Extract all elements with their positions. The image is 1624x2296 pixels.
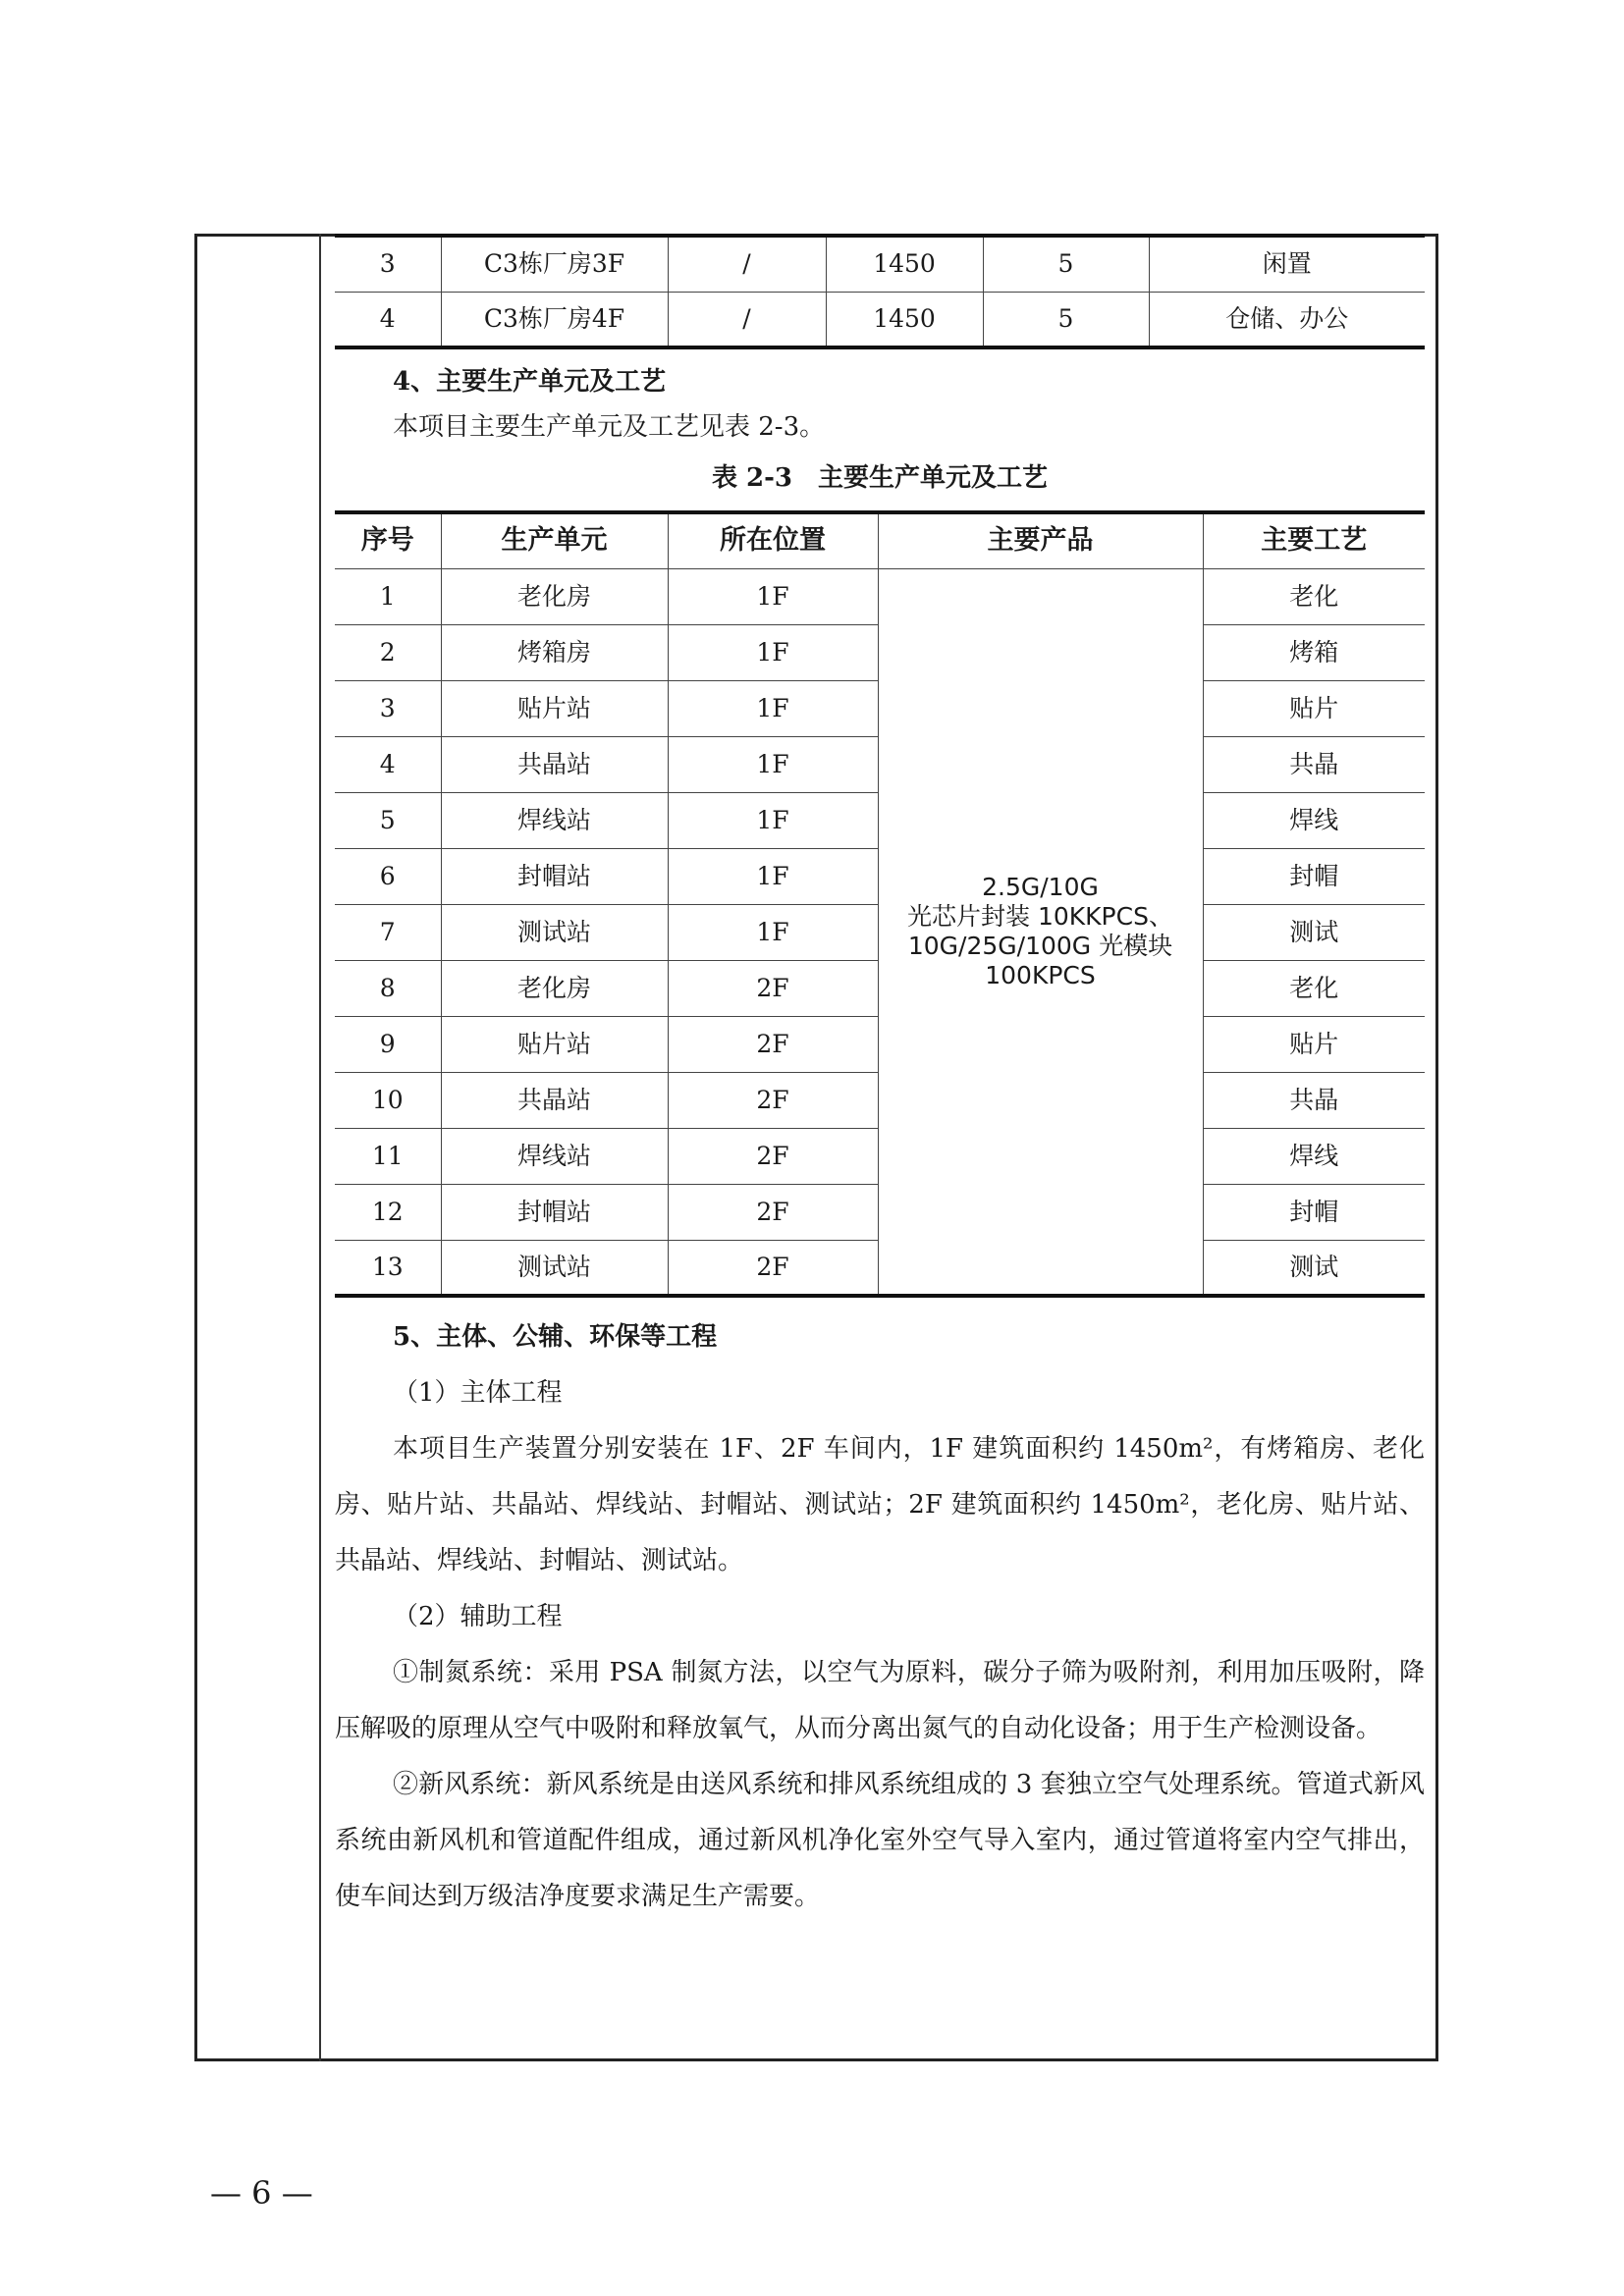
row-index: 2 [335,624,441,680]
main-process: 焊线 [1203,1128,1425,1184]
table-cell: C3栋厂房3F [441,236,668,292]
production-unit: 封帽站 [441,848,668,904]
table-cell: / [668,236,826,292]
top-table [335,234,1425,349]
main-process: 贴片 [1203,1016,1425,1072]
main-process: 共晶 [1203,1072,1425,1128]
main-process: 封帽 [1203,848,1425,904]
top-table-row [335,236,1425,292]
page-number: — 6 — [210,2174,313,2212]
unit-location: 1F [668,568,878,624]
production-unit: 共晶站 [441,736,668,792]
row-index: 11 [335,1128,441,1184]
main-process: 封帽 [1203,1184,1425,1240]
unit-location: 2F [668,960,878,1016]
table-cell: / [668,292,826,347]
row-index: 12 [335,1184,441,1240]
header-process: 主要工艺 [1203,512,1425,568]
main-process: 贴片 [1203,680,1425,736]
unit-location: 2F [668,1184,878,1240]
table-cell: 3 [335,236,441,292]
production-unit-table [335,510,1425,1298]
main-project-paragraph: 本项目生产装置分别安装在 1F、2F 车间内，1F 建筑面积约 1450m²，有烤箱房、老化房、贴片站、共晶站、焊线站、封帽站、测试站；2F 建筑面积约 1450m²，老化房、贴片站、共晶站、焊线站、封帽站、测试站。 [335,1434,1425,1575]
production-unit: 贴片站 [441,1016,668,1072]
header-unit: 生产单元 [441,512,668,568]
main-process: 老化 [1203,568,1425,624]
unit-location: 2F [668,1128,878,1184]
production-unit: 封帽站 [441,1184,668,1240]
nitrogen-system-paragraph: ①制氮系统：采用 PSA 制氮方法，以空气为原料，碳分子筛为吸附剂，利用加压吸附，降压解吸的原理从空气中吸附和释放氧气，从而分离出氮气的自动化设备；用于生产检测设备。 [335,1658,1425,1743]
production-unit: 共晶站 [441,1072,668,1128]
main-process: 共晶 [1203,736,1425,792]
production-unit: 老化房 [441,568,668,624]
unit-location: 2F [668,1240,878,1296]
row-index: 5 [335,792,441,848]
row-index: 4 [335,736,441,792]
table-cell: C3栋厂房4F [441,292,668,347]
table-cell: 4 [335,292,441,347]
row-index: 7 [335,904,441,960]
main-process: 焊线 [1203,792,1425,848]
table-cell: 5 [983,236,1149,292]
section-5-heading: 5、主体、公辅、环保等工程 [393,1322,718,1352]
unit-location: 1F [668,792,878,848]
table-cell: 5 [983,292,1149,347]
unit-location: 1F [668,624,878,680]
table-row [335,568,1425,624]
unit-location: 1F [668,848,878,904]
production-unit: 测试站 [441,1240,668,1296]
unit-location: 2F [668,1016,878,1072]
fresh-air-system-paragraph: ②新风系统：新风系统是由送风系统和排风系统组成的 3 套独立空气处理系统。管道式新风系统由新风机和管道配件组成，通过新风机净化室外空气导入室内，通过管道将室内空气排出，使车间达到万级洁净度要求满足生产需要。 [335,1770,1425,1911]
frame-divider [319,234,321,2061]
subsection-auxiliary-project: （2）辅助工程 [393,1602,563,1631]
production-unit: 焊线站 [441,792,668,848]
subsection-main-project: （1）主体工程 [393,1378,563,1408]
unit-location: 1F [668,680,878,736]
unit-location: 1F [668,736,878,792]
section-4-intro: 本项目主要生产单元及工艺见表 2-3。 [393,412,826,442]
production-unit: 烤箱房 [441,624,668,680]
row-index: 9 [335,1016,441,1072]
product-line: 2.5G/10G [982,872,1099,901]
production-unit: 贴片站 [441,680,668,736]
product-line: 100KPCS [985,960,1096,989]
table-header-row [335,512,1425,568]
main-process: 测试 [1203,1240,1425,1296]
production-unit: 测试站 [441,904,668,960]
main-process: 测试 [1203,904,1425,960]
row-index: 3 [335,680,441,736]
table-cell: 闲置 [1149,236,1425,292]
unit-location: 2F [668,1072,878,1128]
row-index: 6 [335,848,441,904]
production-unit: 焊线站 [441,1128,668,1184]
unit-location: 1F [668,904,878,960]
table-cell: 1450 [826,236,983,292]
main-product-cell [878,568,1203,1296]
section-4-heading: 4、主要生产单元及工艺 [393,367,667,397]
top-table-row [335,292,1425,347]
table-cell: 1450 [826,292,983,347]
row-index: 10 [335,1072,441,1128]
header-location: 所在位置 [668,512,878,568]
table-caption: 表 2-3 主要生产单元及工艺 [711,463,1049,493]
header-index: 序号 [335,512,441,568]
row-index: 13 [335,1240,441,1296]
main-process: 烤箱 [1203,624,1425,680]
main-process: 老化 [1203,960,1425,1016]
row-index: 1 [335,568,441,624]
page-content [335,234,1425,1925]
product-line: 10G/25G/100G 光模块 [907,931,1173,960]
header-product: 主要产品 [878,512,1203,568]
product-line: 光芯片封装 10KKPCS、 [907,901,1173,931]
production-unit: 老化房 [441,960,668,1016]
table-cell: 仓储、办公 [1149,292,1425,347]
row-index: 8 [335,960,441,1016]
